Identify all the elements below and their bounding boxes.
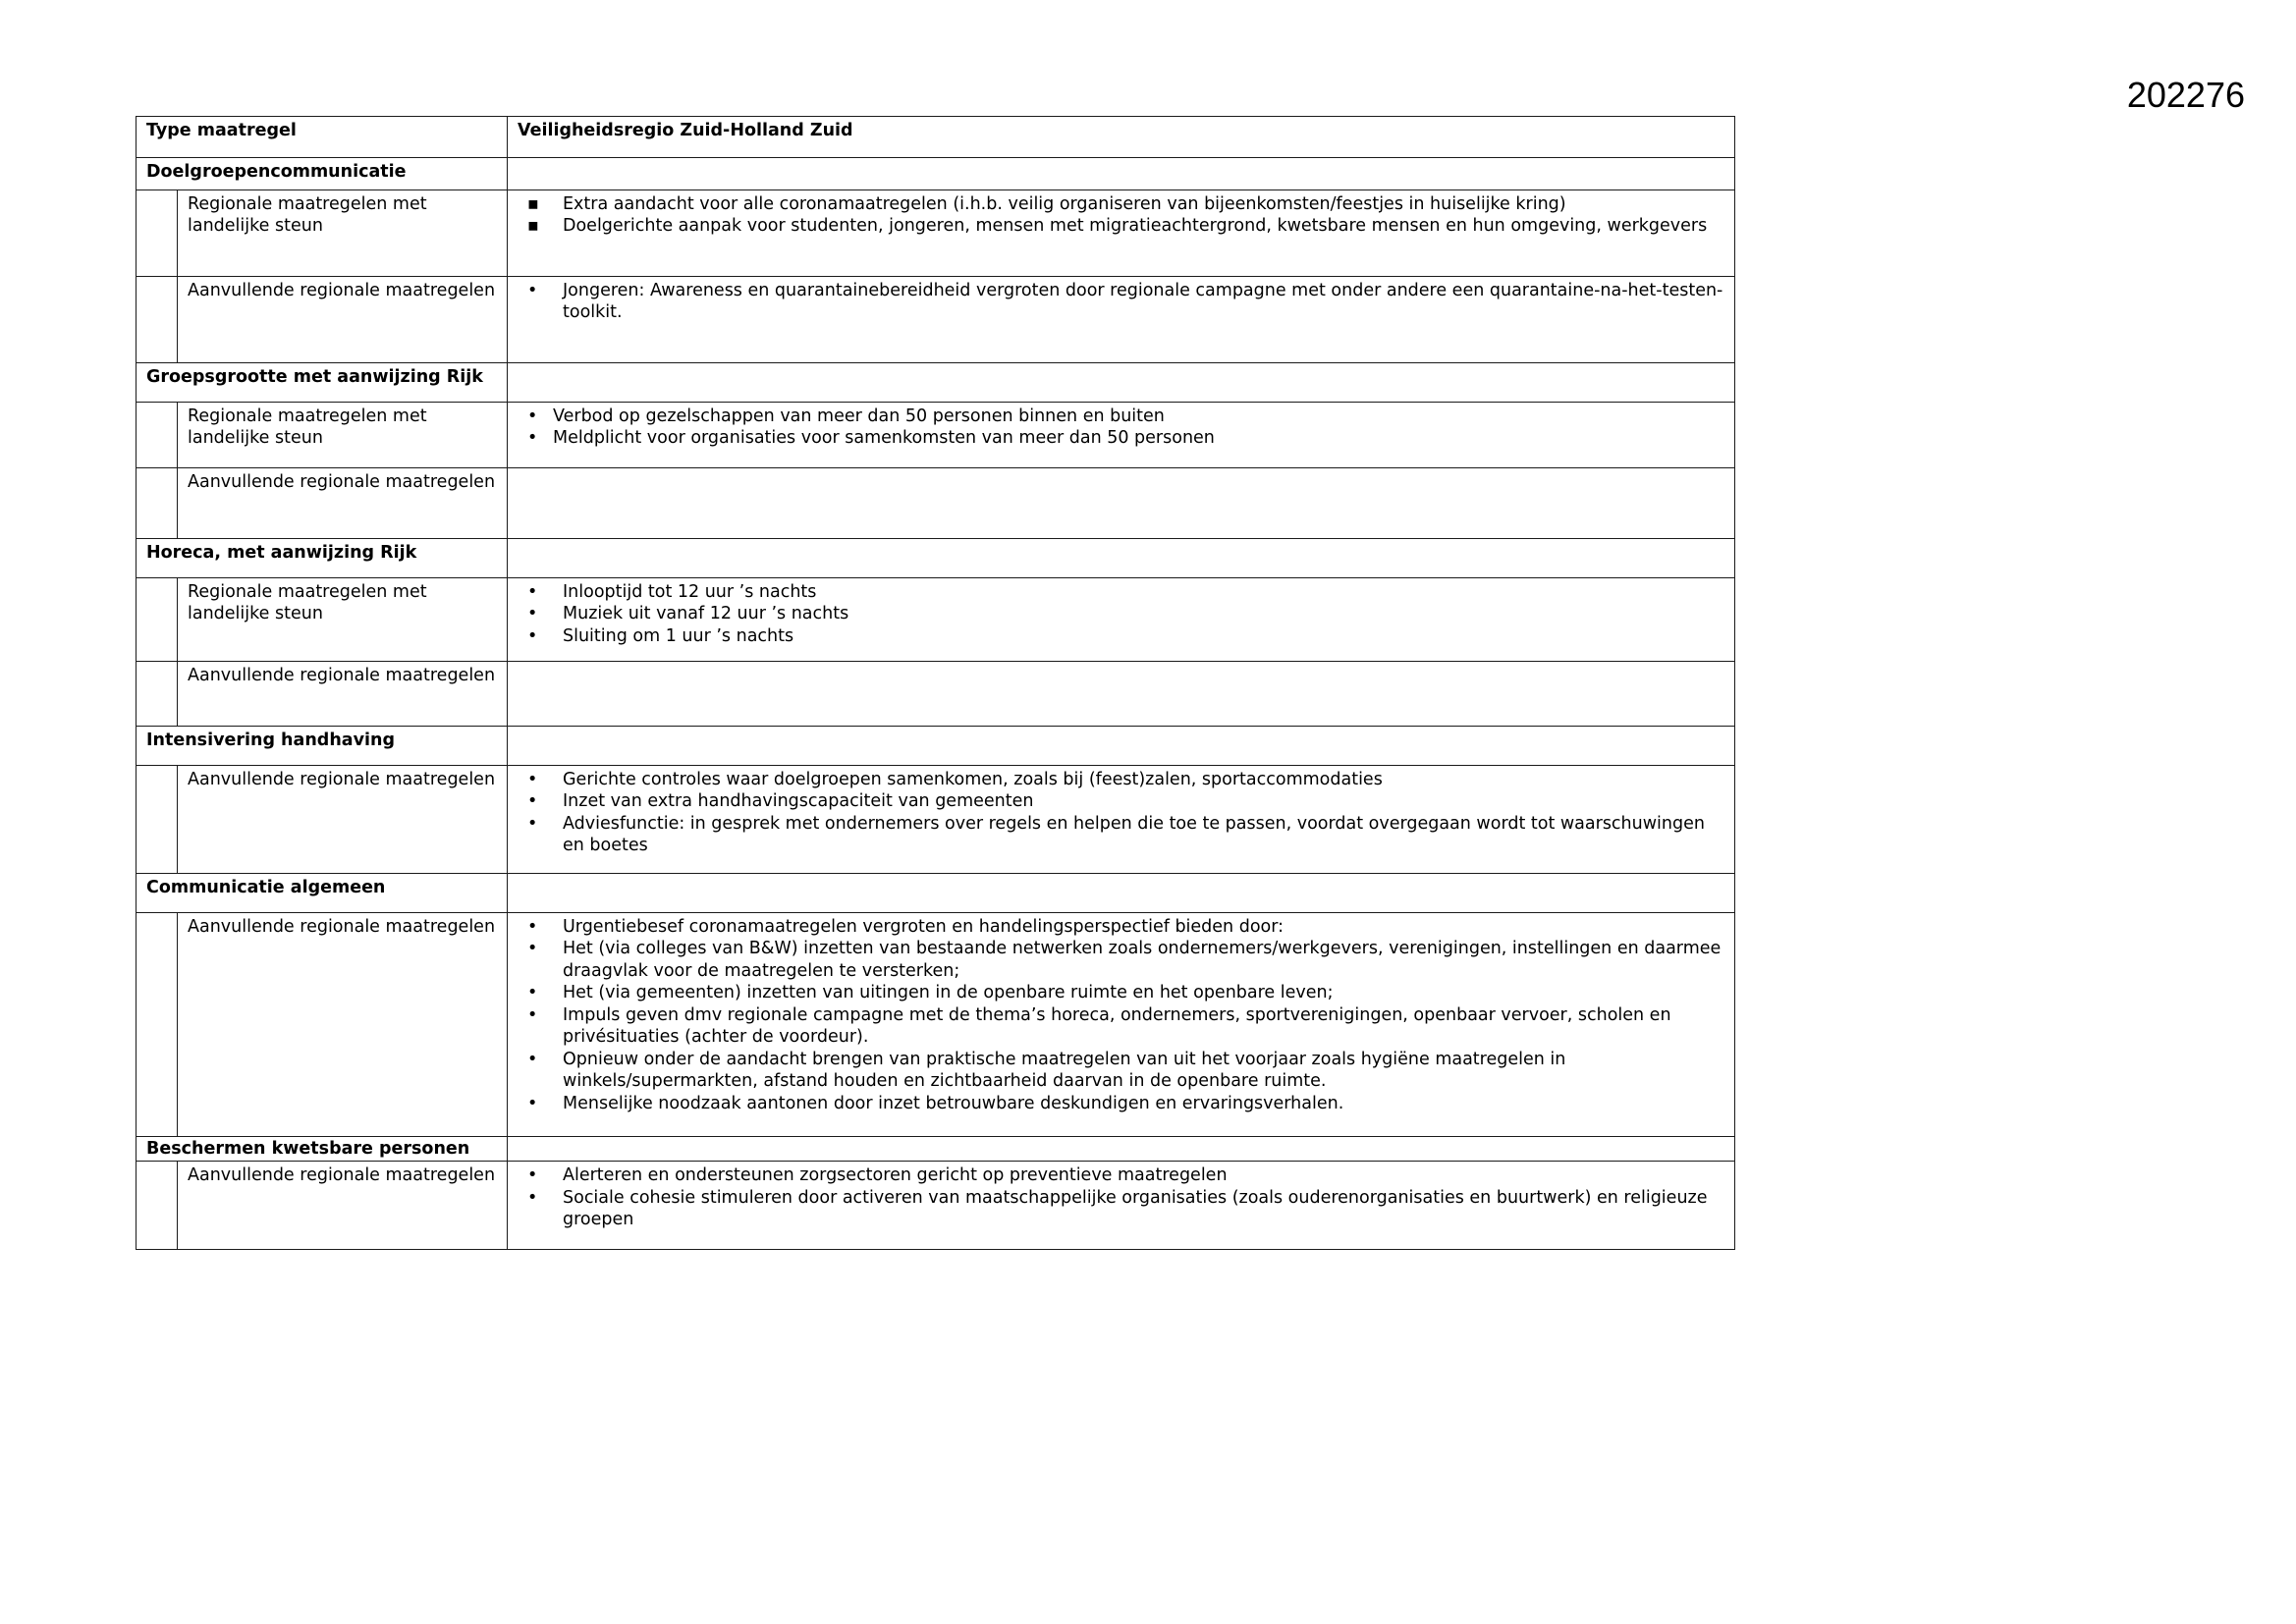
section-title: Intensivering handhaving xyxy=(137,726,508,765)
indent-cell xyxy=(137,189,178,276)
row-items xyxy=(508,577,1735,661)
list-item: • Meldplicht voor organisaties voor samenkomsten van meer dan 50 personen xyxy=(518,427,1724,450)
list-item: • Inzet van extra handhavingscapaciteit van gemeenten xyxy=(518,790,1724,813)
table-row xyxy=(137,467,1735,538)
table-row xyxy=(137,276,1735,362)
list-item: • Opnieuw onder de aandacht brengen van praktische maatregelen van uit het voorjaar zoals hygiëne maatregelen in winkels/supermarkten, afstand houden en zichtbaarheid daarvan in de openbare ruimte. xyxy=(518,1049,1724,1093)
section-title: Horeca, met aanwijzing Rijk xyxy=(137,538,508,577)
indent-cell xyxy=(137,765,178,873)
section-row xyxy=(137,362,1735,402)
row-label: Aanvullende regionale maatregelen xyxy=(178,1162,508,1250)
table-row xyxy=(137,765,1735,873)
row-items-empty xyxy=(508,467,1735,538)
row-items xyxy=(508,765,1735,873)
row-items xyxy=(508,189,1735,276)
list-item: • Muziek uit vanaf 12 uur ’s nachts xyxy=(518,603,1724,625)
row-label: Aanvullende regionale maatregelen xyxy=(178,912,508,1136)
list-item: • Het (via colleges van B&W) inzetten van bestaande netwerken zoals ondernemers/werkgevers, verenigingen, instellingen en daarmee draagvlak voor de maatregelen te versterken; xyxy=(518,938,1724,982)
header-type-maatregel: Type maatregel xyxy=(137,117,508,158)
list-item: • Urgentiebesef coronamaatregelen vergroten en handelingsperspectief bieden door: xyxy=(518,916,1724,939)
table-row xyxy=(137,1162,1735,1250)
list-item: • Het (via gemeenten) inzetten van uitingen in de openbare ruimte en het openbare leven; xyxy=(518,982,1724,1004)
row-items xyxy=(508,276,1735,362)
section-empty-cell xyxy=(508,538,1735,577)
section-title: Doelgroepencommunicatie xyxy=(137,158,508,190)
section-empty-cell xyxy=(508,1136,1735,1162)
table-row xyxy=(137,189,1735,276)
section-empty-cell xyxy=(508,726,1735,765)
row-label: Aanvullende regionale maatregelen xyxy=(178,467,508,538)
section-empty-cell xyxy=(508,873,1735,912)
indent-cell xyxy=(137,1162,178,1250)
section-title: Communicatie algemeen xyxy=(137,873,508,912)
row-label: Regionale maatregelen met landelijke steun xyxy=(178,189,508,276)
section-empty-cell xyxy=(508,158,1735,190)
list-item: • Impuls geven dmv regionale campagne met de thema’s horeca, ondernemers, sportverenigingen, openbaar vervoer, scholen en privésituaties (achter de voordeur). xyxy=(518,1004,1724,1049)
table-row xyxy=(137,912,1735,1136)
list-item: • Menselijke noodzaak aantonen door inzet betrouwbare deskundigen en ervaringsverhalen. xyxy=(518,1093,1724,1115)
table-row xyxy=(137,402,1735,467)
section-row xyxy=(137,726,1735,765)
indent-cell xyxy=(137,467,178,538)
row-items xyxy=(508,912,1735,1136)
section-empty-cell xyxy=(508,362,1735,402)
section-row xyxy=(137,538,1735,577)
section-title: Beschermen kwetsbare personen xyxy=(137,1136,508,1162)
list-item: • Gerichte controles waar doelgroepen samenkomen, zoals bij (feest)zalen, sportaccommodaties xyxy=(518,769,1724,791)
list-item: • Inlooptijd tot 12 uur ’s nachts xyxy=(518,581,1724,604)
row-items xyxy=(508,402,1735,467)
list-item: • Verbod op gezelschappen van meer dan 50 personen binnen en buiten xyxy=(518,406,1724,428)
list-item: • Sluiting om 1 uur ’s nachts xyxy=(518,625,1724,648)
list-item: • Jongeren: Awareness en quarantainebereidheid vergroten door regionale campagne met onder andere een quarantaine-na-het-testen-toolkit. xyxy=(518,280,1724,324)
list-item: ▪ Extra aandacht voor alle coronamaatregelen (i.h.b. veilig organiseren van bijeenkomsten/feestjes in huiselijke kring) xyxy=(518,193,1724,216)
indent-cell xyxy=(137,577,178,661)
section-row xyxy=(137,158,1735,190)
table-row xyxy=(137,577,1735,661)
section-row xyxy=(137,873,1735,912)
list-item: • Alerteren en ondersteunen zorgsectoren gericht op preventieve maatregelen xyxy=(518,1164,1724,1187)
list-item: • Sociale cohesie stimuleren door activeren van maatschappelijke organisaties (zoals ouderenorganisaties en buurtwerk) en religieuze groepen xyxy=(518,1187,1724,1231)
row-label: Aanvullende regionale maatregelen xyxy=(178,661,508,726)
table-header-row xyxy=(137,117,1735,158)
table-row xyxy=(137,661,1735,726)
indent-cell xyxy=(137,661,178,726)
indent-cell xyxy=(137,912,178,1136)
section-row xyxy=(137,1136,1735,1162)
row-items xyxy=(508,1162,1735,1250)
row-items-empty xyxy=(508,661,1735,726)
measures-table xyxy=(136,116,1735,1250)
row-label: Regionale maatregelen met landelijke steun xyxy=(178,577,508,661)
list-item: ▪ Doelgerichte aanpak voor studenten, jongeren, mensen met migratieachtergrond, kwetsbare mensen en hun omgeving, werkgevers xyxy=(518,215,1724,238)
row-label: Aanvullende regionale maatregelen xyxy=(178,276,508,362)
indent-cell xyxy=(137,276,178,362)
row-label: Regionale maatregelen met landelijke steun xyxy=(178,402,508,467)
document-number: 202276 xyxy=(2126,75,2245,115)
list-item: • Adviesfunctie: in gesprek met ondernemers over regels en helpen die toe te passen, voordat overgegaan wordt tot waarschuwingen en boetes xyxy=(518,813,1724,857)
section-title: Groepsgrootte met aanwijzing Rijk xyxy=(137,362,508,402)
header-region: Veiligheidsregio Zuid-Holland Zuid xyxy=(508,117,1735,158)
indent-cell xyxy=(137,402,178,467)
row-label: Aanvullende regionale maatregelen xyxy=(178,765,508,873)
